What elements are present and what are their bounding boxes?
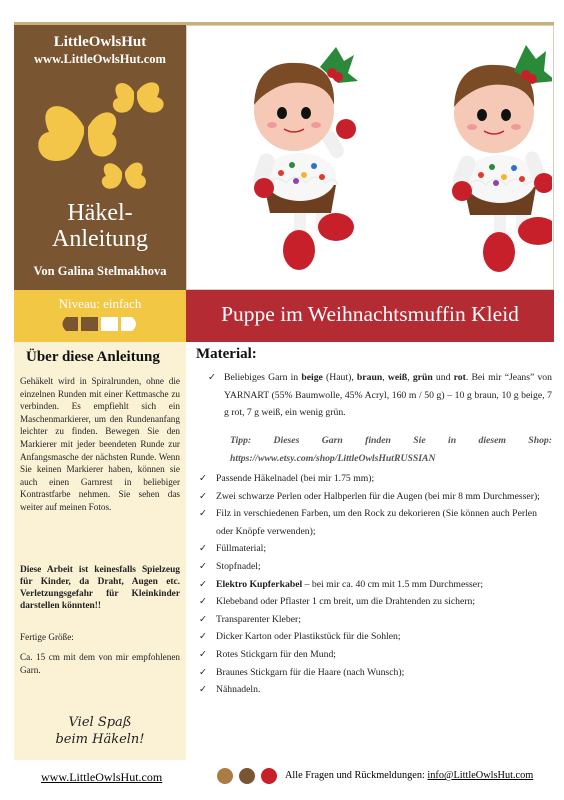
list-item: ✓ Braunes Stickgarn für die Haare (nach Wunsch); xyxy=(196,664,552,682)
about-heading: Über diese Anleitung xyxy=(26,349,160,365)
product-title: Puppe im Weihnachtsmuffin Kleid xyxy=(221,302,519,326)
checkmark-icon: ✓ xyxy=(199,613,208,625)
footer-website-link[interactable]: www.LittleOwlsHut.com xyxy=(41,770,163,784)
list-item: ✓ Nähnadeln. xyxy=(196,681,552,699)
checkmark-icon: ✓ xyxy=(199,473,208,484)
author: Von Galina Stelmakhova xyxy=(33,264,167,278)
list-item: ✓ Passende Häkelnadel (bei mir 1.75 mm); xyxy=(196,470,552,488)
checkmark-icon: ✓ xyxy=(199,596,208,608)
checkmark-icon: ✓ xyxy=(199,578,208,590)
document-title: Häkel- Anleitung xyxy=(52,200,148,252)
about-text: Gehäkelt wird in Spiralrunden, ohne die einzelnen Runden mit einer Kettmasche zu verbinden. Es empfiehlt sich ein Maschenmarkierer, um den Rundenanfang leichter zu finden. Bewegen Sie den Markierer mit jeder beendeten Runde zur Anfangsmasche der nächsten Runde. Wenn Sie keinen Markierer haben, können sie auch einen Garnrest in beliebiger Kontrastfarbe nehmen. Sie sehen das weiter auf meinen Fotos. xyxy=(20,376,180,512)
level-band xyxy=(14,290,186,342)
list-item: ✓ Zwei schwarze Perlen oder Halbperlen für die Augen (bei mir 8 mm Durchmesser); xyxy=(196,488,552,506)
checkmark-icon: ✓ xyxy=(208,372,217,383)
list-item: ✓ Transparenter Kleber; xyxy=(196,611,552,629)
checkmark-icon: ✓ xyxy=(199,648,208,660)
material-heading: Material: xyxy=(196,346,257,362)
checkmark-icon: ✓ xyxy=(199,666,208,678)
list-item: ✓ Stopfnadel; xyxy=(196,558,552,576)
about-panel xyxy=(14,342,186,760)
difficulty-level-icon xyxy=(58,316,142,332)
level-label: Niveau: einfach xyxy=(58,296,142,311)
safety-warning: Diese Arbeit ist keinesfalls Spielzeug für Kinder, da Draht, Augen etc. Verletzungsgefahr für Kleinkinder darstellen könnten!! xyxy=(20,565,180,611)
checkmark-icon: ✓ xyxy=(199,684,208,696)
list-item: ✓ Filz in verschiedenen Farben, um den Rock zu dekorieren (Sie können auch Perlen oder Knöpfe verwenden); xyxy=(196,505,552,540)
doll-photo xyxy=(186,25,554,290)
material-list xyxy=(196,470,552,699)
list-item: ✓ Füllmaterial; xyxy=(196,540,552,558)
size-label: Fertige Größe: xyxy=(20,632,74,642)
title-band xyxy=(186,290,554,342)
list-item: ✓ Rotes Stickgarn für den Mund; xyxy=(196,646,552,664)
list-item: ✓ Klebeband oder Pflaster 1 cm breit, um die Drahtenden zu sichern; xyxy=(196,593,552,611)
closing-note: Viel Spaß beim Häkeln! xyxy=(55,715,145,747)
checkmark-icon: ✓ xyxy=(199,490,208,502)
checkmark-icon: ✓ xyxy=(199,631,208,643)
brand-name: LittleOwlsHut xyxy=(53,34,147,50)
checkmark-icon: ✓ xyxy=(199,508,208,520)
footer-contact: Alle Fragen und Rückmeldungen: info@LittleOwlsHut.com xyxy=(285,770,534,781)
checkmark-icon: ✓ xyxy=(199,543,208,555)
butterflies-icon xyxy=(14,72,186,212)
yarn-item: ✓ Beliebiges Garn in beige (Haut), braun, weiß, grün und rot. Bei mir “Jeans” von YARNART (55% Baumwolle, 45% Acryl, 160 m / 50 g) – 10 g braun, 10 g beige, 7 g rot, 7 g weiß, ein wenig grün. xyxy=(208,369,552,422)
header-panel xyxy=(14,25,186,290)
brand-url[interactable]: www.LittleOwlsHut.com xyxy=(34,52,166,66)
checkmark-icon: ✓ xyxy=(199,560,208,572)
size-value: Ca. 15 cm mit dem von mir empfohlenen Garn. xyxy=(20,652,180,675)
color-dots-icon xyxy=(215,766,279,786)
shop-tip[interactable]: Tipp: Dieses Garn finden Sie in diesem Shop: https://www.etsy.com/shop/LittleOwlsHutRUSSIAN xyxy=(230,435,552,464)
list-item: ✓ Elektro Kupferkabel – bei mir ca. 40 cm mit 1.5 mm Durchmesser; xyxy=(196,576,552,594)
list-item: ✓ Dicker Karton oder Plastikstück für die Sohlen; xyxy=(196,628,552,646)
contact-email-link[interactable]: info@LittleOwlsHut.com xyxy=(427,770,534,781)
